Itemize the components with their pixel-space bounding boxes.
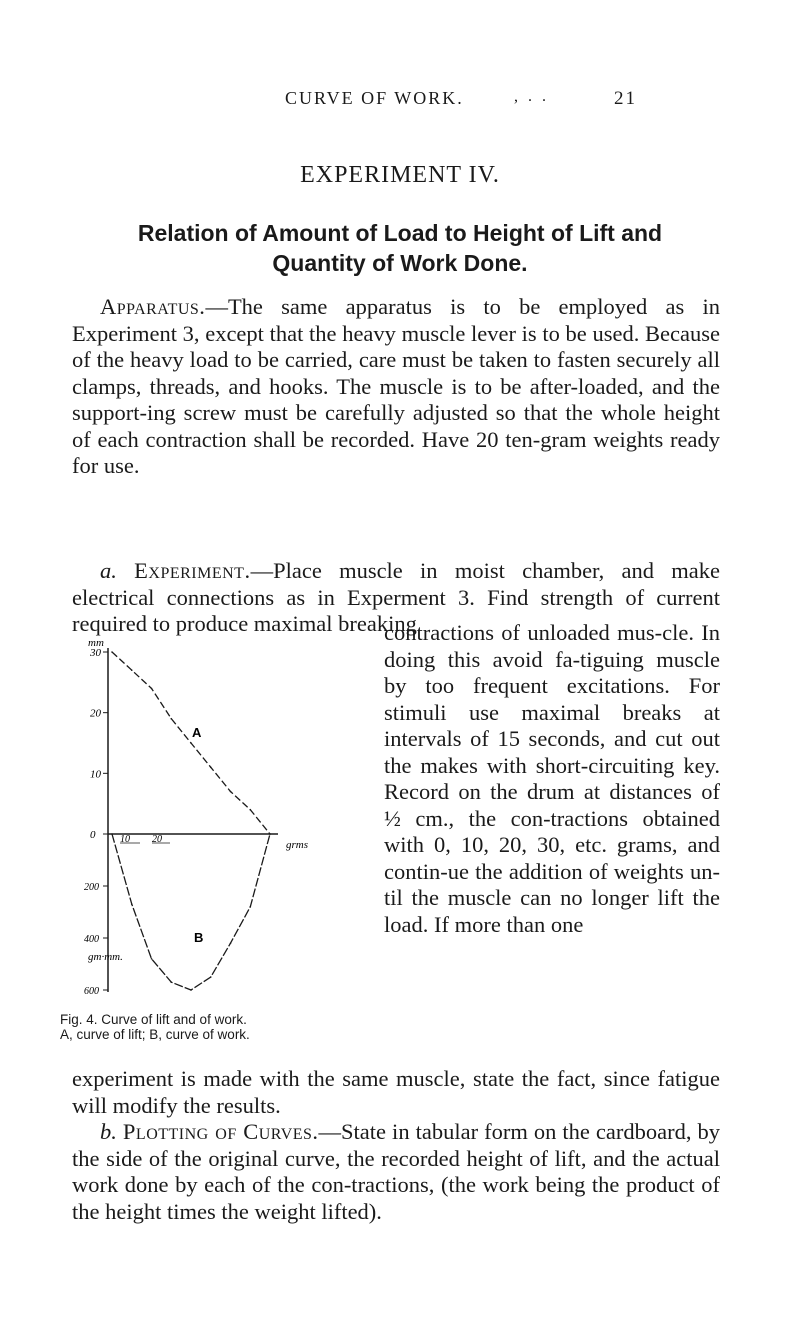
experiment-title: EXPERIMENT IV. <box>300 162 500 188</box>
upper-tick-label-2: 10 <box>90 768 101 781</box>
running-header <box>0 88 800 118</box>
upper-unit-label: mm <box>88 637 104 649</box>
x-tick-label-1: 10 <box>120 834 130 845</box>
header-marks: , . . <box>514 88 549 105</box>
plotting-paragraph <box>72 1119 720 1225</box>
figure-4 <box>60 618 380 1050</box>
lower-unit-label: gm·mm. <box>88 951 123 963</box>
curve-b-label: B <box>194 930 204 945</box>
subtitle-line-1: Relation of Amount of Load to Height of Lift and <box>137 220 663 246</box>
curve-b-point <box>131 903 133 905</box>
experiment-marker: a. <box>100 558 117 583</box>
lower-tick-label-1: 400 <box>84 934 99 945</box>
figure-chart <box>60 618 380 1018</box>
plotting-label: Plotting of Curves. <box>122 1119 319 1144</box>
page-number: 21 <box>614 88 637 109</box>
subtitle-line-2: Quantity of Work Done. <box>272 250 528 276</box>
apparatus-text: —The same apparatus is to be employed as in Experiment 3, except that the heavy muscle lever is to be used. Because of the heavy load to be carried, care must be taken to fasten securely all clamps, threads, and hooks. The muscle is to be after-loaded, and the support-ing screw must be carefully adjusted so that the whole height of each contraction shall be recorded. Have 20 ten-gram weights ready for use. <box>72 294 720 478</box>
curve-a-point <box>249 809 251 811</box>
caption-line-1: Fig. 4. Curve of lift and of work. <box>60 1012 247 1027</box>
experiment-wrap-text: contractions of unloaded mus-cle. In doing this avoid fa-tiguing muscle by too frequent excitations. For stimuli use maximal breaks at intervals of 15 seconds, and cut out the makes with short-circuiting key. Record on the drum at distances of ½ cm., the con-tractions obtained with 0, 10, 20, 30, etc. grams, and contin-ue the addition of weights un-til the muscle can no longer lift the load. If more than one <box>384 620 720 937</box>
experiment-text-after <box>72 1066 720 1119</box>
curve-a-point <box>111 651 113 653</box>
experiment-label: Experiment. <box>134 558 251 583</box>
upper-tick-label-0: 30 <box>90 647 101 659</box>
curve-a-point <box>210 766 212 768</box>
curve-a-point <box>151 688 153 690</box>
figure-caption <box>60 1012 360 1042</box>
caption-line-2: A, curve of lift; B, curve of work. <box>60 1027 250 1042</box>
curve-a-point <box>131 669 133 671</box>
experiment-after-line: experiment is made with the same muscle, state the fact, since fatigue will modify the results. <box>72 1066 720 1118</box>
lower-tick-label-0: 200 <box>84 882 99 893</box>
curve-a-point <box>190 742 192 744</box>
plotting-text: —State in tabular form on the cardboard, by the side of the original curve, the recorded height of lift, and the actual work done by each of the con-tractions, (the work being the product of the height times the weight lifted). <box>72 1119 720 1224</box>
apparatus-label: Apparatus. <box>100 294 206 319</box>
curve-a-point <box>170 718 172 720</box>
curve-b-point <box>190 989 192 991</box>
curve-b-point <box>210 976 212 978</box>
curve-a-label: A <box>192 725 202 740</box>
upper-tick-label-3: 0 <box>90 829 96 841</box>
curve-b-point <box>269 833 271 835</box>
curve-b-line <box>112 834 270 990</box>
upper-tick-label-1: 20 <box>90 707 101 720</box>
curve-b-point <box>151 958 153 960</box>
experiment-text: —Place muscle in moist chamber, and make electrical connections as in Experment 3. Find strength of current required to produce maximal breaking <box>72 558 721 636</box>
curve-b-point <box>111 833 113 835</box>
x-tick-label-2: 20 <box>152 834 162 845</box>
lower-tick-label-2: 600 <box>84 986 99 997</box>
curve-b-point <box>249 906 251 908</box>
curve-b-point <box>230 942 232 944</box>
curve-b-point <box>170 981 172 983</box>
running-title: CURVE OF WORK. <box>285 88 464 108</box>
curve-a-point <box>230 791 232 793</box>
experiment-subtitle <box>40 218 760 278</box>
apparatus-paragraph <box>72 294 720 480</box>
plotting-marker: b. <box>100 1119 117 1144</box>
x-unit-label: grms <box>286 839 309 851</box>
